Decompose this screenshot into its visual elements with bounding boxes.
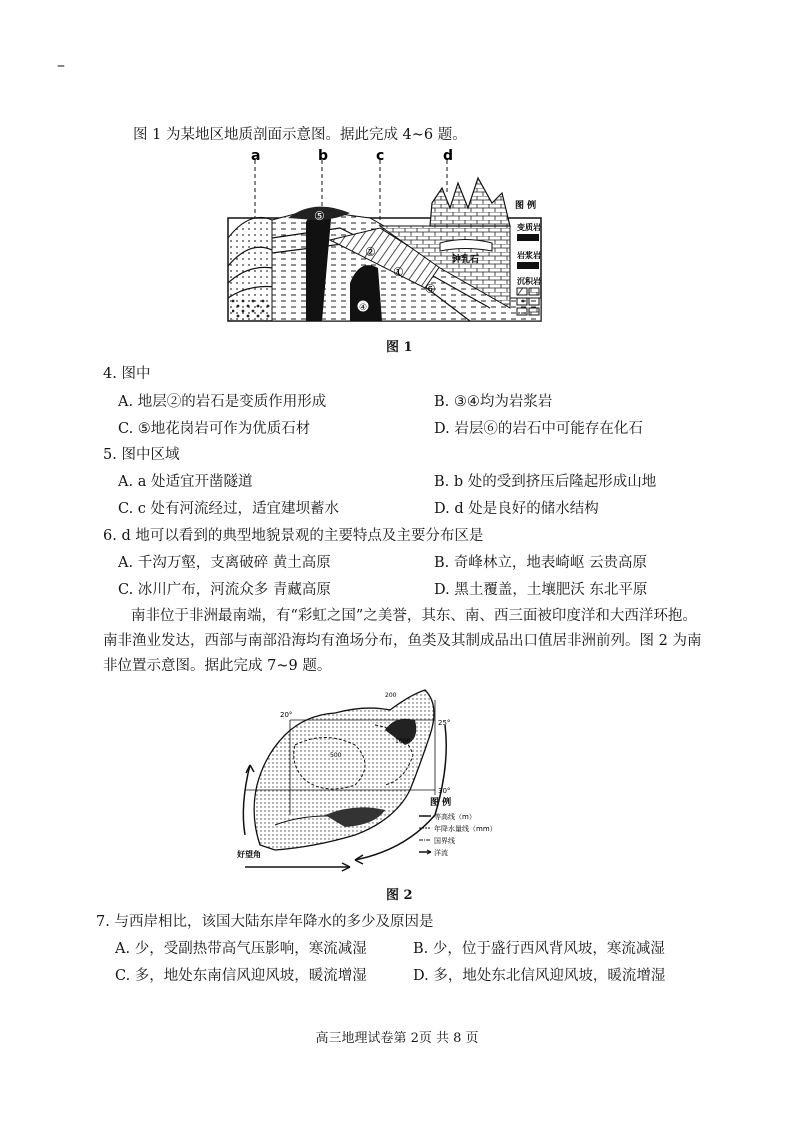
fig1-legend-metamorphic: 变质岩 <box>517 223 541 232</box>
svg-text:④: ④ <box>359 303 368 313</box>
circled-6: ⑥ <box>425 282 436 296</box>
fig1-legend-sedimentary: 沉积岩 <box>517 277 541 286</box>
q5-option-a: A. a 处适宜开凿隧道 <box>118 474 253 490</box>
q5-stem: 5. 图中区域 <box>103 447 180 463</box>
fig2-legend-title: 图 例 <box>430 798 452 808</box>
figure-2-south-africa-map <box>235 685 515 875</box>
place-cape: 好望角 <box>237 850 261 859</box>
q7-option-d: D. 多，地处东北信风迎风坡，暖流增湿 <box>413 968 666 984</box>
label-a: a <box>251 148 261 164</box>
q5-option-d: D. d 处是良好的储水结构 <box>434 501 599 517</box>
q4-option-d: D. 岩层⑥的岩石中可能存在化石 <box>434 421 643 437</box>
circled-2: ② <box>365 245 376 259</box>
fig1-legend-title: 图 例 <box>515 201 537 211</box>
circled-1: ① <box>393 265 404 279</box>
q7-stem: 7. 与西岸相比，该国大陆东岸年降水的多少及原因是 <box>96 914 434 930</box>
label-b: b <box>318 148 329 164</box>
figure-2-caption: 图 2 <box>386 888 413 903</box>
figure-1-geologic-section <box>210 148 560 328</box>
q6-option-d: D. 黑土覆盖，土壤肥沃 东北平原 <box>434 582 648 598</box>
lat-20: 20° <box>280 711 293 719</box>
q6-option-a: A. 千沟万壑，支离破碎 黄土高原 <box>118 555 331 571</box>
figure-1-caption: 图 1 <box>386 340 413 355</box>
fig2-legend-contour: 等高线（m） <box>434 813 476 821</box>
q6-stem: 6. d 地可以看到的典型地貌景观的主要特点及主要分布区是 <box>103 528 484 544</box>
page-footer: 高三地理试卷第 2页 共 8 页 <box>315 1031 479 1046</box>
q4-stem: 4. 图中 <box>103 366 151 382</box>
q4-option-c: C. ⑤地花岗岩可作为优质石材 <box>118 421 311 437</box>
q4-option-a: A. 地层②的岩石是变质作用形成 <box>118 394 327 410</box>
contour-200: 200 <box>385 692 397 699</box>
fig2-legend-border: 国界线 <box>434 837 455 845</box>
circled-5: ⑤ <box>314 209 325 223</box>
fig2-legend-current: 洋流 <box>434 849 448 857</box>
label-c: c <box>376 148 385 164</box>
intro-fig2: 南非位于非洲最南端，有“彩虹之国”之美誉，其东、南、西三面被印度洋和大西洋环抱。南非渔业发达，西部与南部沿海均有渔场分布，鱼类及其制成品出口值居非洲前列。图 2 为南非位置示意图。据此完成 7~9 题。 <box>103 608 702 674</box>
q5-option-b: B. b 处的受到挤压后隆起形成山地 <box>434 474 657 490</box>
q7-option-b: B. 少，位于盛行西风背风坡，寒流减湿 <box>413 941 665 957</box>
contour-1000: 1000 <box>395 738 411 745</box>
q4-option-b: B. ③④均为岩浆岩 <box>434 394 553 410</box>
lat-30: 30° <box>438 787 451 795</box>
cave-label: 钟乳石 <box>452 255 480 265</box>
q6-option-b: B. 奇峰林立，地表崎岖 云贵高原 <box>434 555 647 571</box>
header-mark: – <box>57 55 65 74</box>
label-d: d <box>443 148 454 164</box>
q7-option-a: A. 少，受副热带高气压影响，寒流减湿 <box>115 941 367 957</box>
fig1-legend-magmatic: 岩浆岩 <box>517 251 541 260</box>
q5-option-c: C. c 处有河流经过，适宜建坝蓄水 <box>118 501 340 517</box>
q7-option-c: C. 多，地处东南信风迎风坡，暖流增湿 <box>115 968 367 984</box>
lat-25: 25° <box>438 719 451 727</box>
intro-fig1: 图 1 为某地区地质剖面示意图。据此完成 4~6 题。 <box>133 127 467 143</box>
q6-option-c: C. 冰川广布，河流众多 青藏高原 <box>118 582 331 598</box>
fig2-legend-precip: 年降水量线（mm） <box>434 825 497 833</box>
contour-500: 500 <box>330 752 342 759</box>
